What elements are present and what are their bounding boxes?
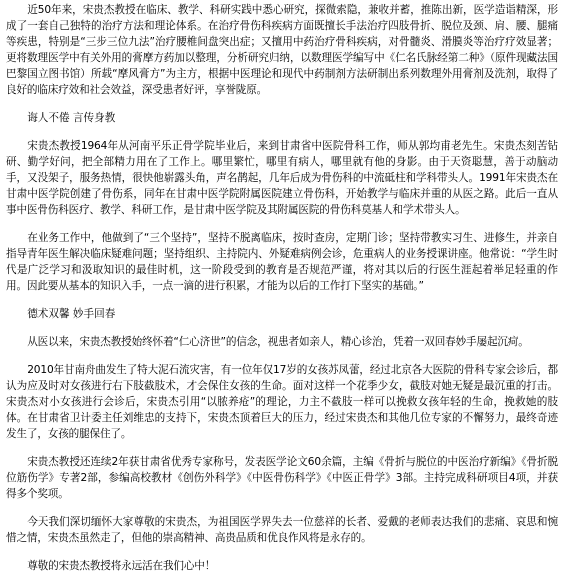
spacer [6,546,558,558]
spacer [6,294,558,306]
spacer [6,322,558,334]
paragraph-intro: 近50年来，宋贵杰教授在临床、教学、科研实践中悉心研究，探微索隐，兼收并蓄，推陈出新，医学造诣精深，形成了一套自己独特的治疗方法和理论体系。在治疗骨伤科疾病方面既擅长手法治疗四肢骨折、脱位及颈、肩、腰、腿痛等疾患，特别是“三步三位九法”治疗腰椎间盘突出症；又擅用中药治疗骨科疾病，对骨髓炎、滑膜炎等治疗疗效显著；更将数理医学中有关外用的膏摩方药加以整理，分析研究归纳，以数理医学编写中《仁名氏脉经第二种》（原件现藏法国巴黎国立图书馆）所载“摩风膏方”为主方，根据中医理论和现代中药制剂方法研制出系列数理外用膏剂及洗剂，取得了良好的临床疗效和社会效益，深受患者好评，享誉陇原。 [6,4,558,96]
spacer [6,350,558,362]
paragraph-belief: 从医以来，宋贵杰教授始终怀着“仁心济世”的信念，视患者如亲人，精心诊治，凭着一双回春妙手屡起沉疴。 [27,336,529,348]
spacer [6,98,558,110]
paragraph-three-persistences: 在业务工作中，他做到了“三个坚持”，坚持不脱离临床，按时查房，定期门诊；坚持带教实习生、进修生，并亲自指导青年医生解决临床疑难问题；坚持组织、主持院内、外疑难病例会诊，危重病人的业务授课讲座。他常说：“学生时代是广泛学习和汲取知识的最佳时机，这一阶段受到的教育是否规范严谨，将对其以后的行医生涯起着举足轻重的作用。因此要从基本的知识入手，一点一滴的进行积累，才能为以后的工作打下坚实的基础。” [6,232,558,292]
section-heading-virtue: 德术双馨 妙手回春 [27,308,116,320]
paragraph-closing: 尊敬的宋贵杰教授将永远活在我们心中！ [27,560,216,572]
section-heading-teaching: 诲人不倦 言传身教 [27,112,116,124]
spacer [6,218,558,230]
paragraph-career: 宋贵杰教授1964年从河南平乐正骨学院毕业后，来到甘肃省中医院骨科工作，师从郭均甫老先生。宋贵杰刻苦钻研、勤学好问，把全部精力用在了工作上。哪里繁忙，哪里有病人，哪里就有他的身影。由于天资聪慧，善于动脑动手，又没架子，服务热情，很快他崭露头角，声名鹊起，几年后成为骨伤科的中流砥柱和学科带头人。1991年宋贵杰在甘肃中医学院创建了骨伤系，同年在甘肃中医学院附属医院建立骨伤科，开始教学与临床并重的从医之路。此后一直从事中医骨伤科医疗、教学、科研工作，是甘肃中医学院及其附属医院的骨伤科莫基人和学术带头人。 [6,140,558,216]
paragraph-memorial: 今天我们深切缅怀大家尊敬的宋贵杰，为祖国医学界失去一位慈祥的长者、爱戴的老师表达我们的悲痛、哀思和惋惜之情，宋贵杰虽然走了，但他的崇高精神、高贵品质和优良作风将是永存的。 [6,516,558,544]
spacer [6,126,558,138]
spacer [6,442,558,454]
paragraph-zhouqu-case: 2010年甘南舟曲发生了特大泥石流灾害，有一位年仅17岁的女孩苏凤蕾，经过北京各大医院的骨科专家会诊后，都认为应及时对女孩进行右下肢截肢术，才会保住女孩的生命。面对这样一个花季少女，截肢对她无疑是最沉重的打击。宋贵杰对小女孩进行会诊后，宋贵杰引用“以脓养疮”的理论，力主不截肢一样可以挽救女孩年轻的生命，挽救她的肢体。在甘肃省卫计委主任刘维忠的支持下，宋贵杰顶着巨大的压力，经过宋贵杰和其他几位专家的不懈努力，最终奇迹发生了，女孩的腿保住了。 [6,364,558,440]
spacer [6,502,558,514]
paragraph-achievements: 宋贵杰教授还连续2年获甘肃省优秀专家称号，发表医学论文60余篇，主编《骨折与脱位的中医治疗新编》《骨折脱位筋伤学》专著2部，参编高校教材《创伤外科学》《中医骨伤科学》《中医正骨学》3部。主持完成科研项目4项，并获得多个奖项。 [6,456,558,500]
